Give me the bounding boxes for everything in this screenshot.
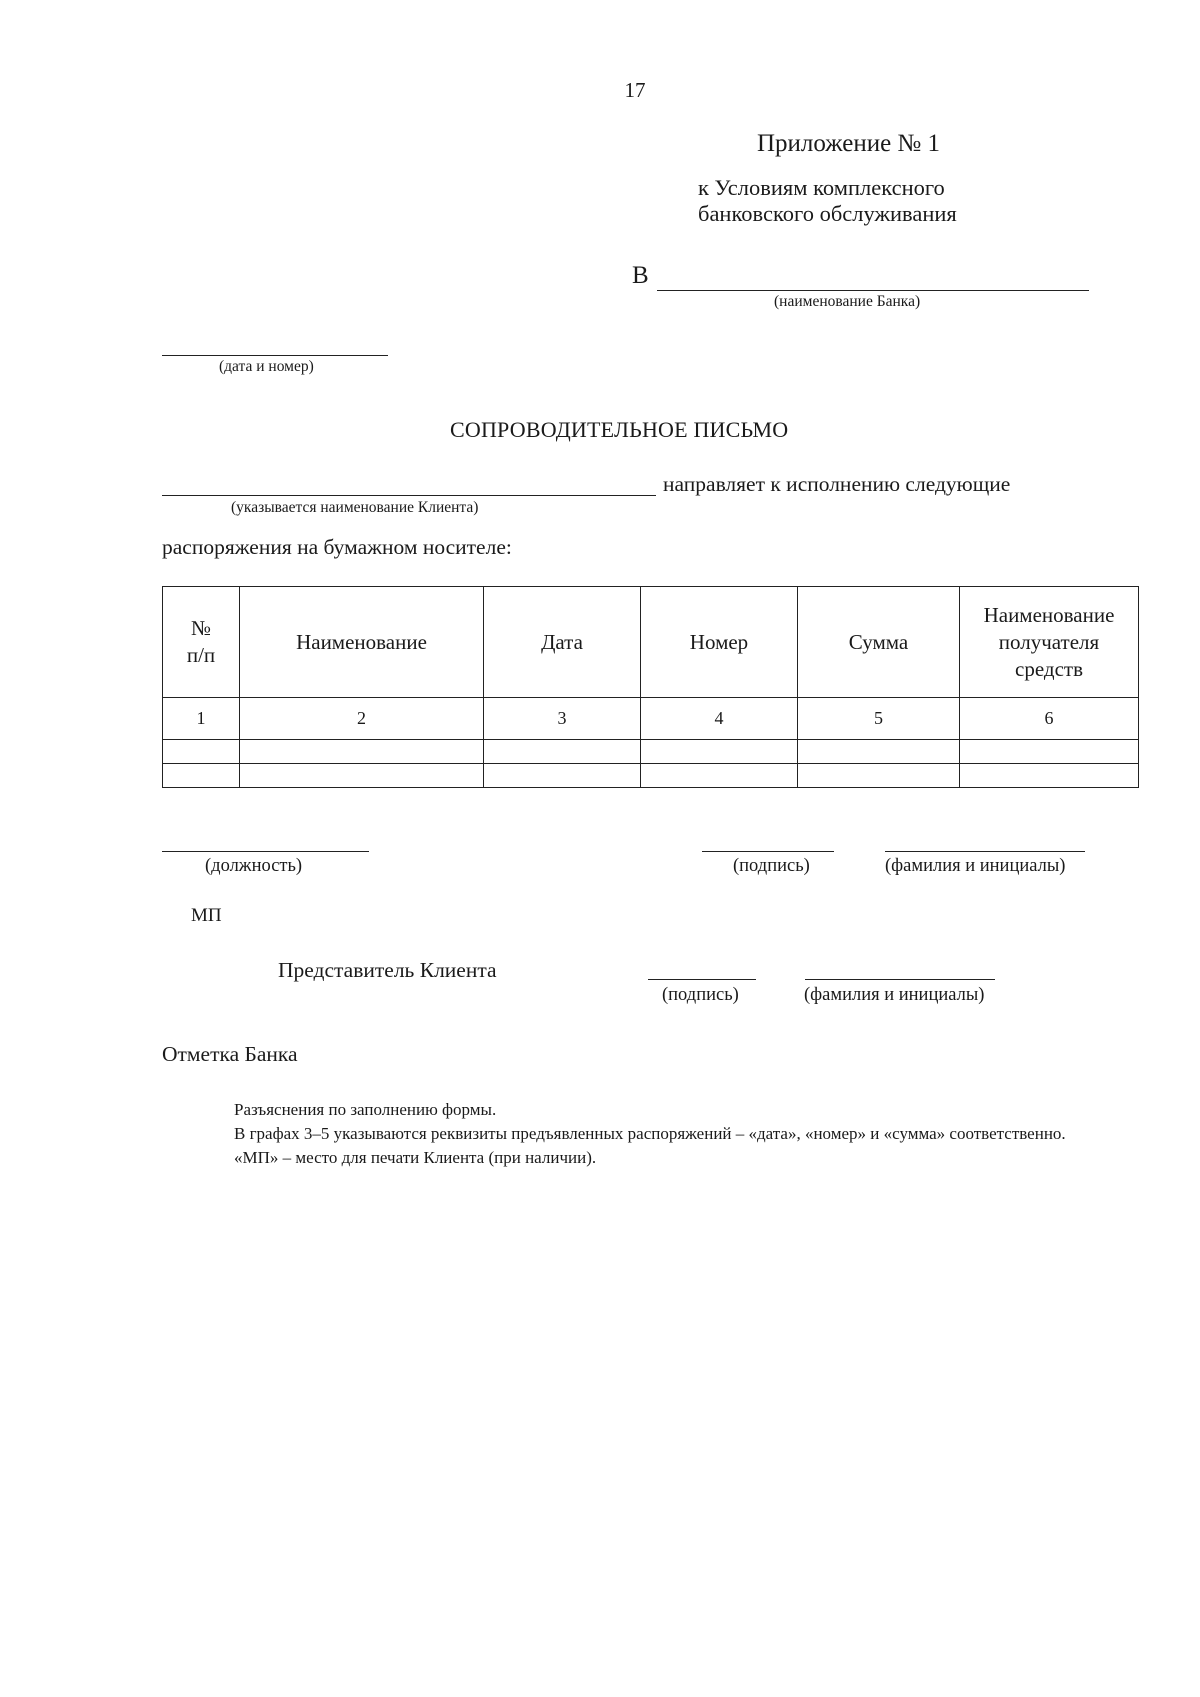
signature-field-line[interactable] [702,851,834,852]
column-header-date: Дата [484,587,641,698]
position-caption: (должность) [205,856,303,876]
table-cell[interactable] [484,764,641,788]
appendix-subtitle-line1: к Условиям комплексного [698,175,945,200]
client-name-caption: (указывается наименование Клиента) [231,499,479,516]
stamp-label: МП [191,905,222,926]
rep-signature-caption: (подпись) [662,985,739,1005]
column-number-cell: 1 [163,698,240,740]
rep-signature-field-line[interactable] [648,979,756,980]
notes-heading: Разъяснения по заполнению формы. [234,1100,497,1119]
appendix-title: Приложение № 1 [757,130,941,157]
letter-title: СОПРОВОДИТЕЛЬНОЕ ПИСЬМО [450,417,789,442]
column-header-recipient: Наименование получателя средств [960,587,1139,698]
column-header-number: № п/п [163,587,240,698]
table-cell[interactable] [163,740,240,764]
table-row [163,764,1139,788]
table-column-numbers-row [163,698,1139,740]
table-cell[interactable] [240,740,484,764]
table-cell[interactable] [240,764,484,788]
name-initials-field-line[interactable] [885,851,1085,852]
column-number-cell: 6 [960,698,1139,740]
column-header-amount: Сумма [798,587,960,698]
table-cell[interactable] [163,764,240,788]
appendix-subtitle-line2: банковского обслуживания [698,201,957,226]
table-cell[interactable] [484,740,641,764]
table-cell[interactable] [641,740,798,764]
bank-name-field-line[interactable] [657,290,1089,291]
table-header-row [163,587,1139,698]
column-number-cell: 3 [484,698,641,740]
bank-mark-label: Отметка Банка [162,1042,298,1066]
column-header-doc-number: Номер [641,587,798,698]
signature-caption: (подпись) [733,856,810,876]
column-number-cell: 4 [641,698,798,740]
table-cell[interactable] [960,740,1139,764]
bank-name-caption: (наименование Банка) [774,293,921,310]
orders-text: распоряжения на бумажном носителе: [162,535,512,559]
client-name-field-line[interactable] [162,495,656,496]
bank-prefix: В [632,262,649,289]
table-cell[interactable] [960,764,1139,788]
representative-label: Представитель Клиента [278,958,497,982]
column-header-name: Наименование [240,587,484,698]
rep-name-initials-field-line[interactable] [805,979,995,980]
form-notes [162,1098,1107,1170]
table-cell[interactable] [641,764,798,788]
name-initials-caption: (фамилия и инициалы) [885,856,1066,876]
sends-text: направляет к исполнению следующие [663,472,1011,496]
date-number-caption: (дата и номер) [219,358,314,375]
column-number-cell: 5 [798,698,960,740]
orders-table [162,586,1139,788]
notes-columns-explanation: В графах 3–5 указываются реквизиты предъявленных распоряжений – «дата», «номер» и «сумма» соответственно. [234,1124,1066,1143]
rep-name-initials-caption: (фамилия и инициалы) [804,985,985,1005]
column-number-cell: 2 [240,698,484,740]
table-row [163,740,1139,764]
date-number-field-line[interactable] [162,355,388,356]
table-cell[interactable] [798,764,960,788]
table-cell[interactable] [798,740,960,764]
position-field-line[interactable] [162,851,369,852]
notes-stamp-explanation: «МП» – место для печати Клиента (при наличии). [234,1148,597,1167]
page-number: 17 [624,78,646,102]
